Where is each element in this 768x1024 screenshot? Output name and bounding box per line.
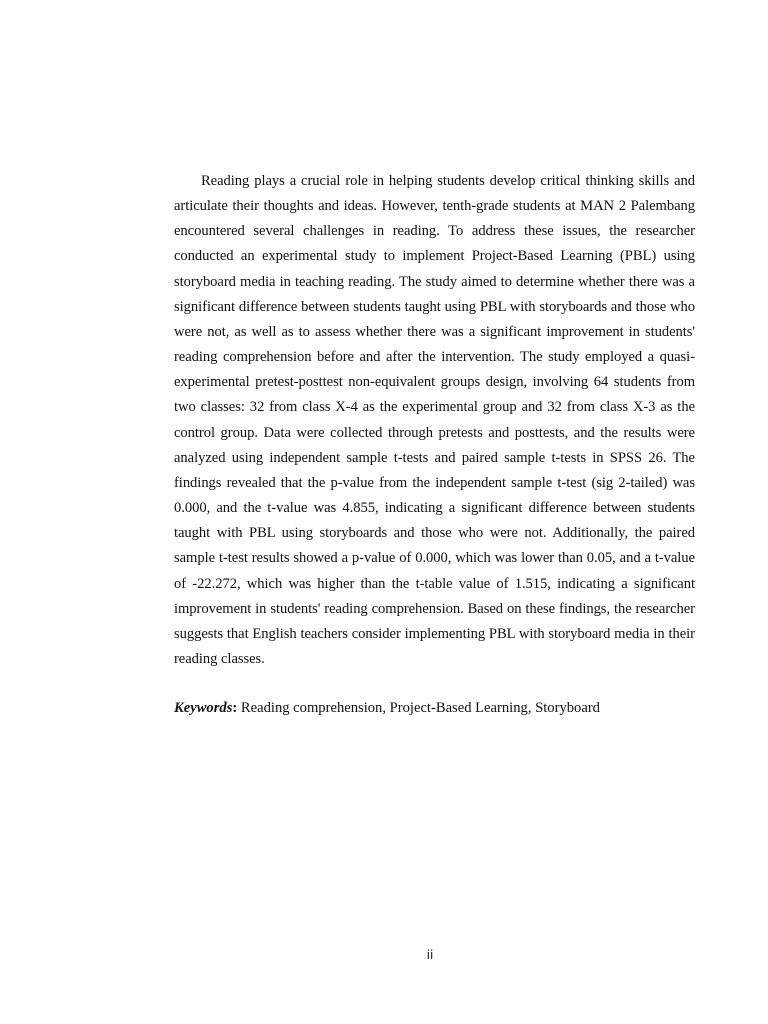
keywords-colon: : xyxy=(232,700,238,716)
keywords-text: Reading comprehension, Project-Based Learning, Storyboard xyxy=(237,700,600,716)
page-number: ii xyxy=(426,948,434,962)
keywords-line xyxy=(174,696,695,721)
abstract-paragraph: Reading plays a crucial role in helping students develop critical thinking skills and articulate their thoughts and ideas. However, tenth-grade students at MAN 2 Palembang encountered several challenges in reading. To address these issues, the researcher conducted an experimental study to implement Project-Based Learning (PBL) using storyboard media in teaching reading. The study aimed to determine whether there was a significant difference between students taught using PBL with storyboards and those who were not, as well as to assess whether there was a significant improvement in students' reading comprehension before and after the intervention. The study employed a quasi-experimental pretest-posttest non-equivalent groups design, involving 64 students from two classes: 32 from class X-4 as the experimental group and 32 from class X-3 as the control group. Data were collected through pretests and posttests, and the results were analyzed using independent sample t-tests and paired sample t-tests in SPSS 26. The findings revealed that the p-value from the independent sample t-test (sig 2-tailed) was 0.000, and the t-value was 4.855, indicating a significant difference between students taught with PBL using storyboards and those who were not. Additionally, the paired sample t-test results showed a p-value of 0.000, which was lower than 0.05, and a t-value of -22.272, which was higher than the t-table value of 1.515, indicating a significant improvement in students' reading comprehension. Based on these findings, the researcher suggests that English teachers consider implementing PBL with storyboard media in their reading classes. xyxy=(174,173,695,667)
keywords-label: Keywords xyxy=(174,700,233,716)
